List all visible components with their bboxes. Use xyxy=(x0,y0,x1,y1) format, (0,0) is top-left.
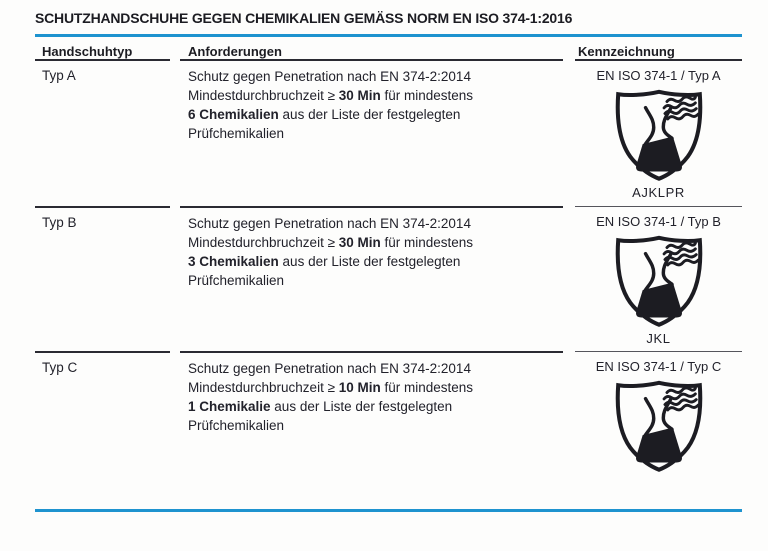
page-title: SCHUTZHANDSCHUHE GEGEN CHEMIKALIEN GEMÄSS NORM EN ISO 374-1:2016 xyxy=(35,10,573,26)
table-header-row xyxy=(35,37,742,61)
greater-equal-symbol: ≥ xyxy=(327,88,339,103)
table-row-typ-c xyxy=(35,351,742,508)
req-text-bold: 30 Min xyxy=(338,235,381,250)
column-gap xyxy=(170,61,180,206)
marking-label: EN ISO 374-1 / Typ B xyxy=(596,214,721,229)
marking-cell xyxy=(575,351,742,508)
req-text: für mindestens xyxy=(380,380,474,395)
chemical-flask-shield-pictogram-icon xyxy=(611,87,707,183)
req-text-bold: 10 Min xyxy=(338,380,381,395)
marking-label: EN ISO 374-1 / Typ C xyxy=(595,359,722,374)
req-text: für mindestens xyxy=(380,235,474,250)
req-text: Prüfchemikalien xyxy=(188,126,285,141)
req-text: Mindestdurchbruchzeit xyxy=(188,380,328,395)
marking-cell xyxy=(575,61,742,206)
col-header-anforderungen: Anforderungen xyxy=(180,37,563,61)
greater-equal-symbol: ≥ xyxy=(327,235,339,250)
req-text-bold: 3 Chemikalien xyxy=(188,254,279,269)
chemical-flask-shield-pictogram-icon xyxy=(611,233,707,329)
requirements-cell xyxy=(180,61,563,206)
column-gap xyxy=(563,351,575,508)
document-page xyxy=(35,0,742,551)
requirements-cell xyxy=(180,206,563,351)
glove-type-cell: Typ B xyxy=(35,206,170,351)
req-text: Prüfchemikalien xyxy=(188,418,285,433)
req-text-bold: 1 Chemikalie xyxy=(188,399,271,414)
greater-equal-symbol: ≥ xyxy=(327,380,339,395)
req-text-bold: 6 Chemikalien xyxy=(188,107,279,122)
marking-label: EN ISO 374-1 / Typ A xyxy=(596,68,721,83)
req-text: aus der Liste der festgelegten xyxy=(278,107,461,122)
column-gap xyxy=(170,37,180,61)
req-text: für mindestens xyxy=(380,88,474,103)
chemical-code-letters: AJKLPR xyxy=(632,185,685,200)
table-row-typ-a xyxy=(35,61,742,206)
glove-type-cell: Typ A xyxy=(42,68,76,83)
chemical-flask-shield-pictogram-icon xyxy=(611,378,707,474)
col-header-kennzeichnung: Kennzeichnung xyxy=(575,37,742,61)
chemical-code-letters: JKL xyxy=(646,331,671,346)
bottom-accent-rule xyxy=(35,509,742,512)
req-text: Prüfchemikalien xyxy=(188,273,285,288)
req-text: Schutz gegen Penetration nach EN 374-2:2014 xyxy=(188,361,471,376)
col-header-handschuhtyp: Handschuhtyp xyxy=(35,37,170,61)
req-text: aus der Liste der festgelegten xyxy=(278,254,461,269)
req-text: Schutz gegen Penetration nach EN 374-2:2014 xyxy=(188,69,471,84)
column-gap xyxy=(170,351,180,508)
column-gap xyxy=(563,61,575,206)
column-gap xyxy=(170,206,180,351)
table-row-typ-b xyxy=(35,206,742,351)
req-text: Mindestdurchbruchzeit xyxy=(188,235,328,250)
req-text: Mindestdurchbruchzeit xyxy=(188,88,328,103)
req-text-bold: 30 Min xyxy=(338,88,381,103)
marking-cell xyxy=(575,206,742,351)
column-gap xyxy=(563,206,575,351)
column-gap xyxy=(563,37,575,61)
req-text: Schutz gegen Penetration nach EN 374-2:2014 xyxy=(188,216,471,231)
requirements-cell xyxy=(180,351,563,508)
req-text: aus der Liste der festgelegten xyxy=(270,399,453,414)
glove-type-cell: Typ C xyxy=(35,351,170,508)
